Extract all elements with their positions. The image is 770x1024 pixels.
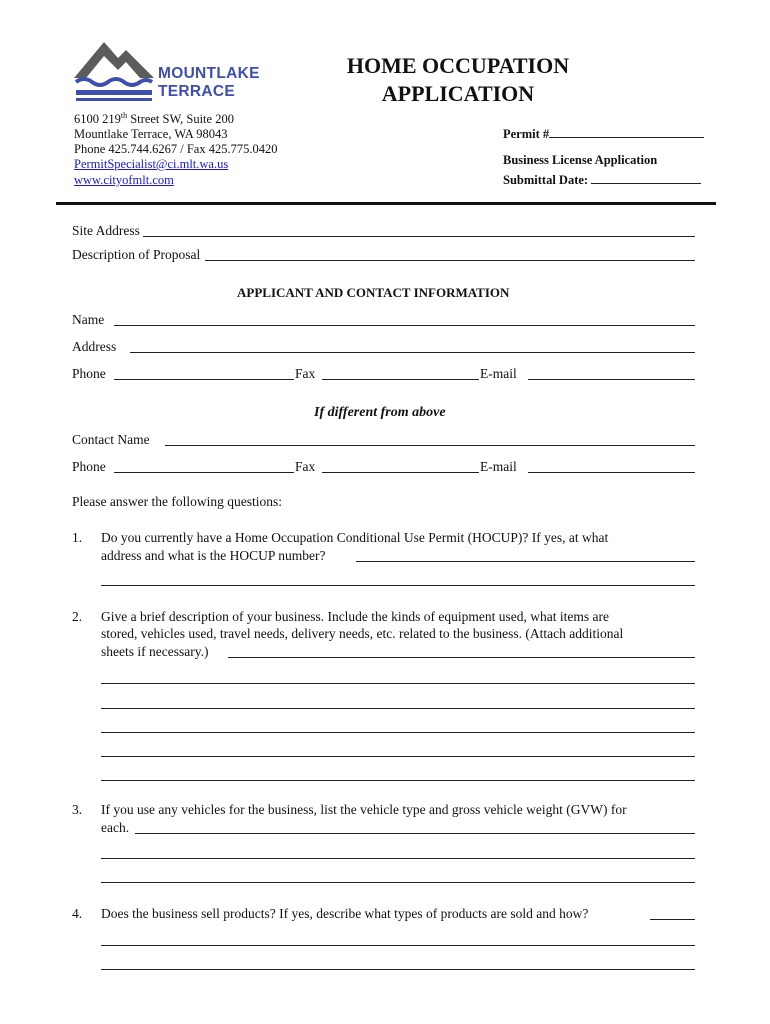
question-4-answer-line[interactable]: [650, 919, 695, 920]
title-line1: HOME OCCUPATION: [346, 53, 570, 78]
submittal-date-field: [503, 171, 701, 188]
question-2-number: 2.: [72, 609, 83, 624]
question-1-answer-line[interactable]: [356, 561, 695, 562]
questions-intro: Please answer the following questions:: [72, 494, 282, 509]
contact-name-label: Contact Name: [72, 432, 150, 447]
submittal-date-label: Submittal Date:: [503, 173, 589, 187]
question-3-answer-line[interactable]: [135, 833, 695, 834]
question-1-answer-line[interactable]: [101, 585, 695, 586]
question-2-answer-line[interactable]: [101, 780, 695, 781]
question-2-line2: stored, vehicles used, travel needs, delivery needs, etc. related to the business. (Attach additional: [101, 626, 624, 641]
question-3-line1: If you use any vehicles for the business, list the vehicle type and gross vehicle weight (GVW) for: [101, 802, 627, 817]
question-3-answer-line[interactable]: [101, 882, 695, 883]
street-address: 6100 219th Street SW, Suite 200: [74, 111, 234, 127]
fax-label: Fax: [295, 366, 316, 381]
title-line2: APPLICATION: [381, 81, 535, 106]
phone-label: Phone: [72, 366, 106, 381]
header-divider: [56, 202, 716, 205]
site-address-label: Site Address: [72, 223, 140, 238]
fax-line[interactable]: [322, 379, 479, 380]
question-2-answer-line[interactable]: [101, 756, 695, 757]
question-2-answer-line[interactable]: [101, 708, 695, 709]
contact-fax-label: Fax: [295, 459, 316, 474]
phone-fax-line: Phone 425.744.6267 / Fax 425.775.0420: [74, 142, 278, 156]
permit-number-line[interactable]: [549, 125, 704, 138]
permit-label: Permit #: [503, 127, 550, 141]
question-2-answer-line[interactable]: [101, 683, 695, 684]
name-label: Name: [72, 312, 105, 327]
contact-email-label: E-mail: [480, 459, 517, 474]
city-logo: [74, 40, 274, 106]
submittal-date-line[interactable]: [591, 171, 701, 184]
question-4-answer-line[interactable]: [101, 969, 695, 970]
contact-fax-line[interactable]: [322, 472, 479, 473]
contact-phone-line[interactable]: [114, 472, 294, 473]
email-link[interactable]: PermitSpecialist@ci.mlt.wa.us: [74, 157, 229, 171]
address-label: Address: [72, 339, 117, 354]
applicant-heading: APPLICANT AND CONTACT INFORMATION: [237, 285, 510, 300]
mountain-logo-icon: [74, 40, 154, 102]
question-4-number: 4.: [72, 906, 83, 921]
page-title: [308, 52, 608, 108]
description-line[interactable]: [205, 260, 695, 261]
email-label: E-mail: [480, 366, 517, 381]
question-3-number: 3.: [72, 802, 83, 817]
description-label: Description of Proposal: [72, 247, 201, 262]
logo-name-line2: TERRACE: [158, 83, 236, 100]
city-line: Mountlake Terrace, WA 98043: [74, 127, 228, 141]
question-1-line2: address and what is the HOCUP number?: [101, 548, 326, 563]
business-license-label: Business License Application: [503, 153, 658, 167]
question-2-line3: sheets if necessary.): [101, 644, 209, 659]
name-line[interactable]: [114, 325, 695, 326]
question-4-line1: Does the business sell products? If yes, describe what types of products are sold and how?: [101, 906, 589, 921]
contact-phone-label: Phone: [72, 459, 106, 474]
phone-line[interactable]: [114, 379, 294, 380]
question-3-answer-line[interactable]: [101, 858, 695, 859]
contact-heading: If different from above: [314, 405, 446, 420]
site-address-line[interactable]: [143, 236, 695, 237]
logo-name-line1: MOUNTLAKE: [158, 65, 260, 82]
question-2-answer-line[interactable]: [101, 732, 695, 733]
address-line[interactable]: [130, 352, 695, 353]
contact-email-line[interactable]: [528, 472, 695, 473]
contact-name-line[interactable]: [165, 445, 695, 446]
question-2-answer-line[interactable]: [228, 657, 695, 658]
question-4-answer-line[interactable]: [101, 945, 695, 946]
question-1-line1: Do you currently have a Home Occupation Conditional Use Permit (HOCUP)? If yes, at what: [101, 530, 609, 545]
question-1-number: 1.: [72, 530, 83, 545]
question-3-line2: each.: [101, 820, 130, 835]
website-link[interactable]: www.cityofmlt.com: [74, 173, 174, 187]
permit-field: [503, 125, 704, 142]
email-line[interactable]: [528, 379, 695, 380]
question-2-line1: Give a brief description of your business. Include the kinds of equipment used, what items are: [101, 609, 609, 624]
